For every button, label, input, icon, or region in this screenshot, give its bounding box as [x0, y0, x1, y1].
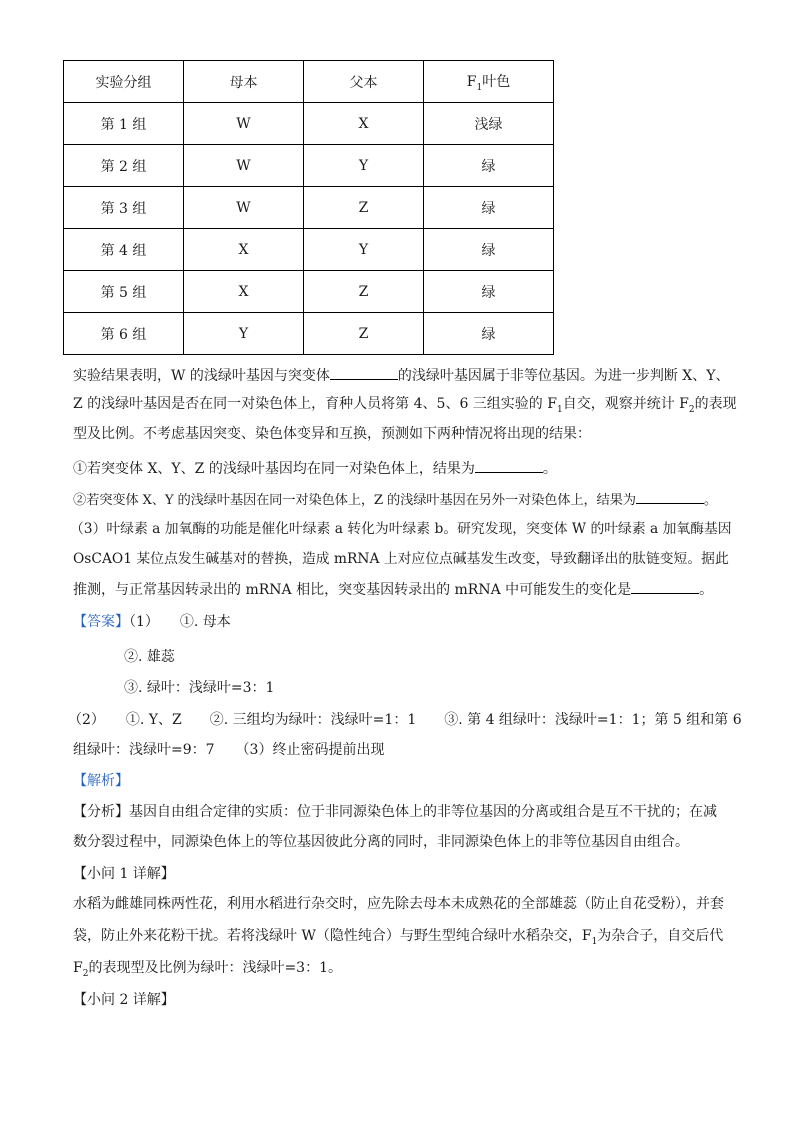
- paragraph-line: OsCAO1 某位点发生碱基对的替换，造成 mRNA 上对应位点碱基发生改变，导致翻译出的肽链变短。据此: [73, 551, 729, 567]
- analysis-tag: 【解析】: [73, 773, 129, 789]
- analysis-line: 数分裂过程中，同源染色体上的等位基因彼此分离的同时，非同源染色体上的非等位基因自由组合。: [73, 834, 689, 850]
- paragraph-line: ②若突变体 X、Y 的浅绿叶基因在同一对染色体上，Z 的浅绿叶基因在另外一对染色体上，结果为 。: [73, 489, 733, 511]
- cell: 第 2 组: [64, 145, 184, 187]
- table-row: [64, 145, 554, 187]
- table-row: [64, 229, 554, 271]
- answer-line: ③. 绿叶：浅绿叶=3：1: [124, 680, 275, 696]
- cell: Y: [184, 313, 304, 355]
- answer-line: 【答案】（1） ①. 母本: [73, 614, 231, 630]
- cell: Y: [304, 229, 424, 271]
- table-row: [64, 271, 554, 313]
- cell: 绿: [424, 145, 554, 187]
- cell: 第 4 组: [64, 229, 184, 271]
- answer-blank: [636, 489, 704, 504]
- analysis-line: $F_2$的表现型及比例为绿叶：浅绿叶=3：1。: [73, 960, 342, 979]
- table-row: [64, 187, 554, 229]
- table-row: [64, 103, 554, 145]
- cell: 第 6 组: [64, 313, 184, 355]
- answer-blank: [631, 579, 699, 594]
- cell: 浅绿: [424, 103, 554, 145]
- cell: X: [184, 271, 304, 313]
- answer-line: （2） ①. Y、Z ②. 三组均为绿叶：浅绿叶=1：1 ③. 第 4 组绿叶：浅绿叶=1：1；第 5 组和第 6: [68, 712, 742, 728]
- table-row: [64, 313, 554, 355]
- analysis-line: 袋，防止外来花粉干扰。若将浅绿叶 W（隐性纯合）与野生型纯合绿叶水稻杂交，$F_1$为杂合子，自交后代: [73, 928, 724, 947]
- cell: Z: [304, 313, 424, 355]
- analysis-line: 水稻为雌雄同株两性花，利用水稻进行杂交时，应先除去母本未成熟花的全部雄蕊（防止自花受粉），并套: [73, 896, 724, 912]
- table-header-row: [64, 61, 554, 103]
- analysis-line: 【分析】基因自由组合定律的实质：位于非同源染色体上的非等位基因的分离或组合是互不干扰的；在减: [73, 804, 717, 820]
- cell: 绿: [424, 271, 554, 313]
- cross-results-table: [63, 60, 554, 355]
- paragraph-line: 实验结果表明，W 的浅绿叶基因与突变体 的浅绿叶基因属于非等位基因。为进一步判断 X、Y、: [73, 365, 733, 386]
- cell: Z: [304, 271, 424, 313]
- cell: 第 3 组: [64, 187, 184, 229]
- paragraph-line: 型及比例。不考虑基因突变、染色体变异和互换，预测如下两种情况将出现的结果：: [73, 426, 591, 442]
- cell: W: [184, 145, 304, 187]
- cell: 第 1 组: [64, 103, 184, 145]
- answer-line: ②. 雄蕊: [124, 649, 175, 665]
- cell: W: [184, 187, 304, 229]
- answer-line: 组绿叶：浅绿叶=9：7 （3）终止密码提前出现: [73, 742, 385, 758]
- cell: Z: [304, 187, 424, 229]
- cell: W: [184, 103, 304, 145]
- answer-blank: [330, 365, 398, 380]
- paragraph-line: ①若突变体 X、Y、Z 的浅绿叶基因均在同一对染色体上，结果为 。: [73, 458, 733, 479]
- answer-blank: [475, 458, 543, 473]
- cell: 绿: [424, 229, 554, 271]
- paragraph-line: （3）叶绿素 a 加氧酶的功能是催化叶绿素 a 转化为叶绿素 b。研究发现，突变体 W 的叶绿素 a 加氧酶基因: [70, 521, 732, 537]
- paragraph-line: Z 的浅绿叶基因是否在同一对染色体上，育种人员将第 4、5、6 三组实验的 $F_1$自交，观察并统计 $F_2$的表现: [73, 396, 737, 415]
- cell: 绿: [424, 313, 554, 355]
- header-female: 母本: [184, 61, 304, 103]
- subquestion-heading: 【小问 2 详解】: [73, 992, 175, 1008]
- header-group: 实验分组: [64, 61, 184, 103]
- paragraph-line: 推测，与正常基因转录出的 mRNA 相比，突变基因转录出的 mRNA 中可能发生的变化是 。: [73, 579, 733, 600]
- cell: X: [304, 103, 424, 145]
- cell: X: [184, 229, 304, 271]
- cell: 第 5 组: [64, 271, 184, 313]
- cell: Y: [304, 145, 424, 187]
- answer-tag: 【答案】: [73, 614, 129, 630]
- cell: 绿: [424, 187, 554, 229]
- header-f1-color: $F_1$叶色: [424, 61, 554, 103]
- subquestion-heading: 【小问 1 详解】: [73, 866, 175, 882]
- header-male: 父本: [304, 61, 424, 103]
